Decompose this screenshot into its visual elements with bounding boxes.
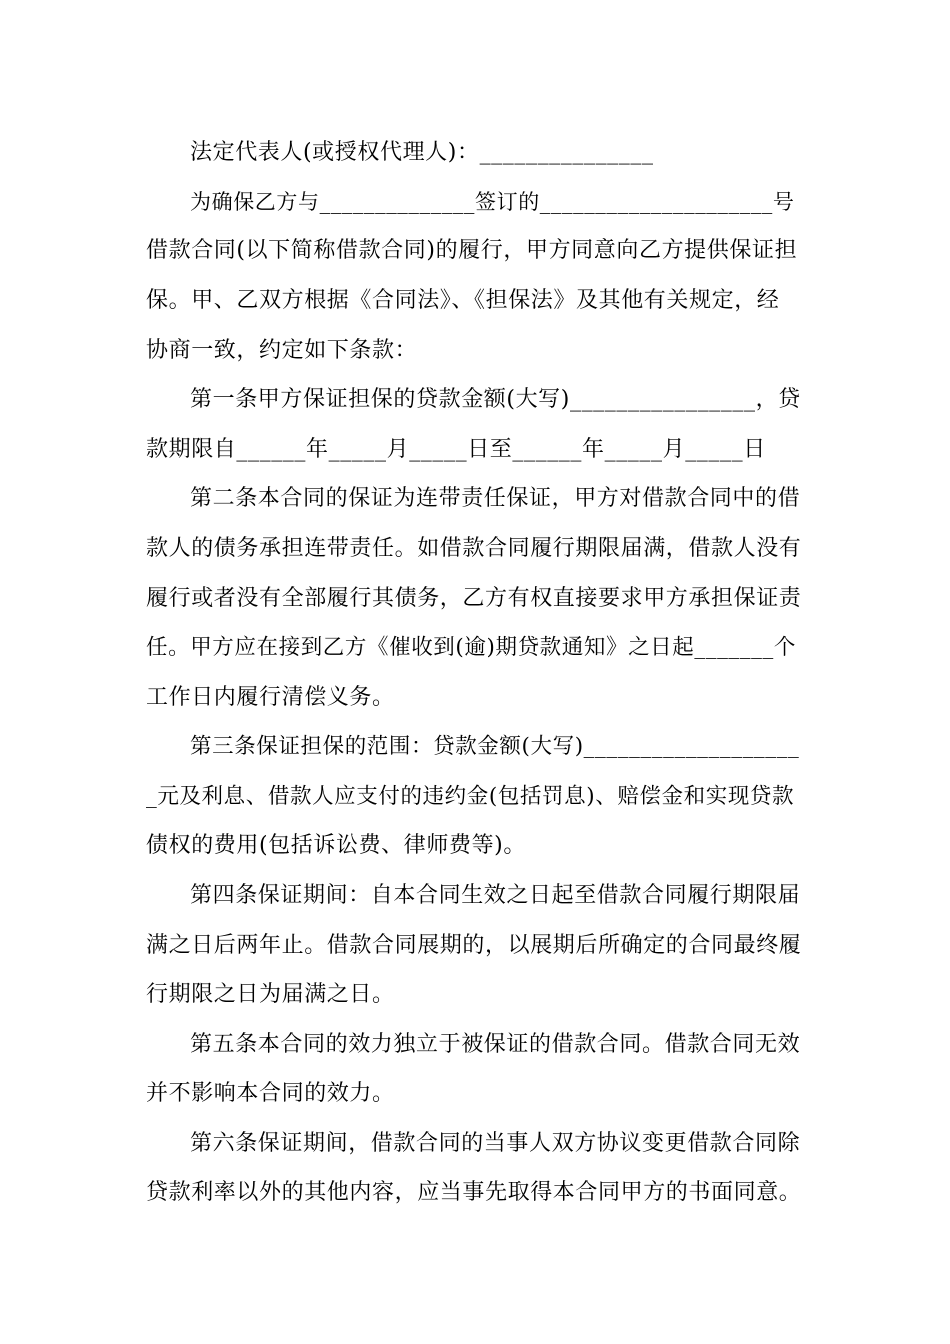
text-line: 满之日后两年止。借款合同展期的，以展期后所确定的合同最终履	[146, 933, 802, 958]
text-line: 款期限自______年_____月_____日至______年_____月_____日	[146, 437, 766, 462]
text-line: 第四条保证期间：自本合同生效之日起至借款合同履行期限届	[190, 883, 801, 908]
text-line: _元及利息、借款人应支付的违约金(包括罚息)、赔偿金和实现贷款	[146, 784, 795, 809]
text-line: 保。甲、乙双方根据《合同法》、《担保法》及其他有关规定，经	[146, 288, 780, 313]
text-line: 并不影响本合同的效力。	[146, 1081, 395, 1106]
text-line: 第一条甲方保证担保的贷款金额(大写)________________，贷	[190, 387, 801, 412]
text-line: 为确保乙方与______________签订的_____________________号	[190, 190, 795, 214]
text-line: 第三条保证担保的范围：贷款金额(大写)___________________	[190, 734, 800, 759]
text-line: 法定代表人(或授权代理人)：_______________	[190, 140, 654, 165]
text-line: 第五条本合同的效力独立于被保证的借款合同。借款合同无效	[190, 1032, 801, 1057]
text-line: 债权的费用(包括诉讼费、律师费等)。	[146, 833, 526, 858]
text-line: 行期限之日为届满之日。	[146, 982, 395, 1007]
text-line: 借款合同(以下简称借款合同)的履行，甲方同意向乙方提供保证担	[146, 238, 798, 263]
text-line: 款人的债务承担连带责任。如借款合同履行期限届满，借款人没有	[146, 536, 802, 561]
text-line: 履行或者没有全部履行其债务，乙方有权直接要求甲方承担保证责	[146, 586, 802, 611]
text-line: 工作日内履行清偿义务。	[146, 685, 395, 710]
text-line: 任。甲方应在接到乙方《催收到(逾)期贷款通知》之日起_______个	[146, 635, 796, 660]
text-line: 协商一致，约定如下条款：	[146, 338, 418, 363]
text-line: 第二条本合同的保证为连带责任保证，甲方对借款合同中的借	[190, 486, 801, 511]
text-line: 第六条保证期间，借款合同的当事人双方协议变更借款合同除	[190, 1131, 801, 1156]
text-line: 贷款利率以外的其他内容，应当事先取得本合同甲方的书面同意。	[146, 1180, 802, 1205]
